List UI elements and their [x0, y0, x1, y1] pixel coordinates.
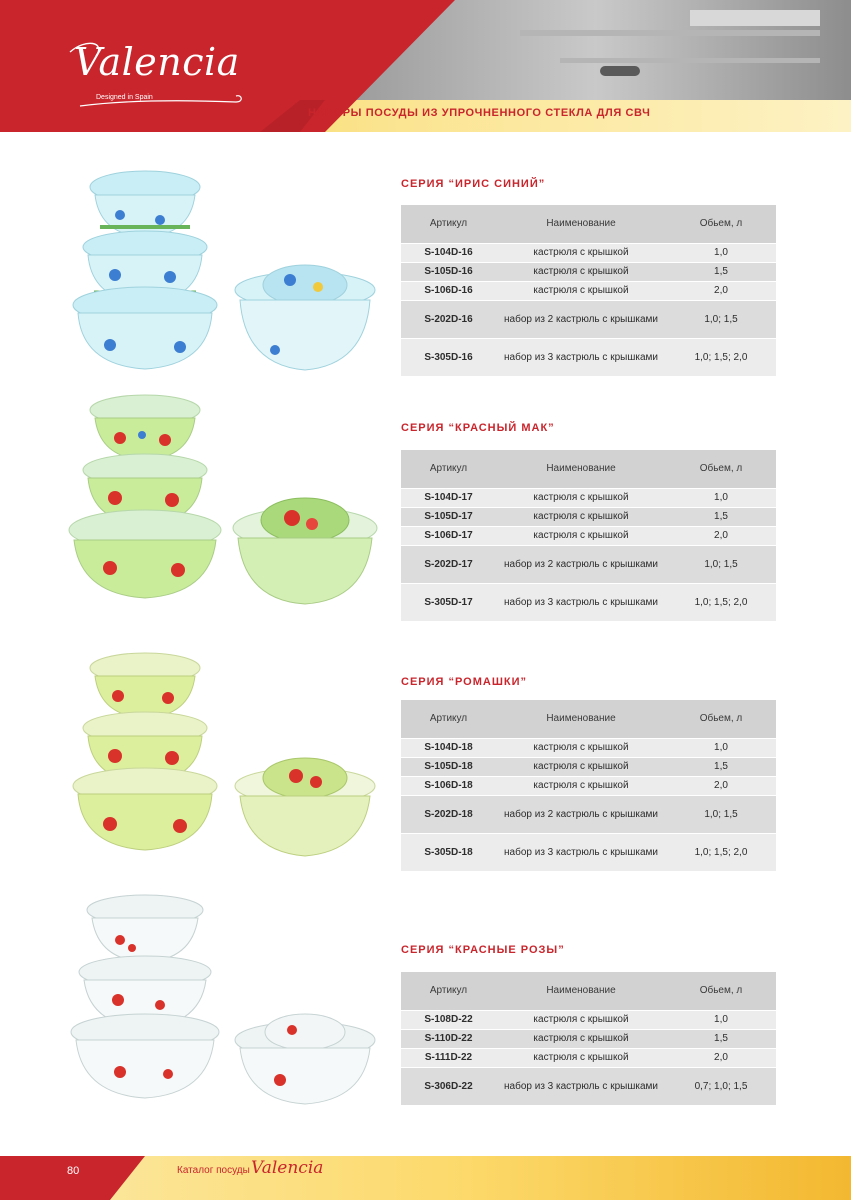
cell-code: S-305D-18: [401, 833, 496, 871]
cell-name: кастрюля с крышкой: [496, 281, 666, 300]
table-header-row: [401, 700, 776, 738]
cell-volume: 0,7; 1,0; 1,5: [666, 1067, 776, 1105]
table-row: [401, 1010, 776, 1029]
page-header: [0, 0, 851, 132]
cell-name: набор из 2 кастрюль с крышками: [496, 545, 666, 583]
cell-volume: 1,0; 1,5; 2,0: [666, 833, 776, 871]
cell-volume: 1,5: [666, 507, 776, 526]
column-header-volume: Обьем, л: [666, 205, 776, 243]
cell-code: S-104D-17: [401, 488, 496, 507]
cell-volume: 2,0: [666, 776, 776, 795]
cell-name: кастрюля с крышкой: [496, 1048, 666, 1067]
table-header-row: [401, 972, 776, 1010]
cell-volume: 1,0: [666, 738, 776, 757]
cell-code: S-108D-22: [401, 1010, 496, 1029]
cell-name: набор из 2 кастрюль с крышками: [496, 795, 666, 833]
cell-volume: 2,0: [666, 1048, 776, 1067]
page-title: НАБОРЫ ПОСУДЫ ИЗ УПРОЧНЕННОГО СТЕКЛА ДЛЯ СВЧ: [308, 107, 651, 119]
table-row: [401, 833, 776, 871]
table-row: [401, 243, 776, 262]
column-header-code: Артикул: [401, 700, 496, 738]
table-row: [401, 281, 776, 300]
table-row: [401, 757, 776, 776]
table-header-row: [401, 205, 776, 243]
glass-bowl-single: [235, 758, 375, 856]
product-photo-iris: [60, 165, 390, 395]
cell-volume: 1,0: [666, 488, 776, 507]
cell-name: кастрюля с крышкой: [496, 757, 666, 776]
cell-code: S-306D-22: [401, 1067, 496, 1105]
table-row: [401, 795, 776, 833]
cell-code: S-105D-16: [401, 262, 496, 281]
glass-bowl-single: [235, 1014, 375, 1104]
cell-code: S-111D-22: [401, 1048, 496, 1067]
cell-volume: 1,0; 1,5; 2,0: [666, 583, 776, 621]
table-row: [401, 526, 776, 545]
table-row: [401, 738, 776, 757]
valencia-logo: [66, 36, 256, 114]
cell-name: кастрюля с крышкой: [496, 262, 666, 281]
page-footer: [0, 1156, 851, 1200]
cell-volume: 1,0: [666, 243, 776, 262]
cell-volume: 1,0; 1,5: [666, 795, 776, 833]
cell-code: S-104D-18: [401, 738, 496, 757]
series-title: СЕРИЯ “ИРИС СИНИЙ”: [401, 178, 546, 190]
cell-name: кастрюля с крышкой: [496, 738, 666, 757]
product-photo-chamomile: [60, 646, 390, 876]
cell-code: S-202D-17: [401, 545, 496, 583]
glass-bowl-small: [90, 653, 200, 718]
glass-bowl-small: [87, 895, 203, 962]
table-row: [401, 338, 776, 376]
series-title: СЕРИЯ “КРАСНЫЕ РОЗЫ”: [401, 944, 565, 956]
cell-code: S-202D-18: [401, 795, 496, 833]
cell-code: S-110D-22: [401, 1029, 496, 1048]
cell-code: S-202D-16: [401, 300, 496, 338]
cell-name: набор из 3 кастрюль с крышками: [496, 833, 666, 871]
logo-tagline: Designed in Spain: [96, 94, 153, 101]
table-row: [401, 545, 776, 583]
table-row: [401, 300, 776, 338]
table-row: [401, 1067, 776, 1105]
cell-volume: 1,0: [666, 1010, 776, 1029]
table-row: [401, 262, 776, 281]
column-header-volume: Обьем, л: [666, 972, 776, 1010]
cell-code: S-106D-18: [401, 776, 496, 795]
spec-table: [401, 450, 776, 621]
cell-name: кастрюля с крышкой: [496, 1010, 666, 1029]
cell-name: кастрюля с крышкой: [496, 488, 666, 507]
glass-bowl-small: [90, 171, 200, 237]
spec-table: [401, 972, 776, 1105]
logo-wordmark: Valencia: [74, 40, 240, 84]
column-header-name: Наименование: [496, 700, 666, 738]
cell-volume: 1,5: [666, 262, 776, 281]
table-row: [401, 1029, 776, 1048]
table-row: [401, 488, 776, 507]
logo-swash-icon: [66, 36, 256, 114]
column-header-volume: Обьем, л: [666, 700, 776, 738]
cell-volume: 1,5: [666, 757, 776, 776]
column-header-code: Артикул: [401, 450, 496, 488]
cell-name: кастрюля с крышкой: [496, 243, 666, 262]
cell-name: кастрюля с крышкой: [496, 507, 666, 526]
glass-bowl-single: [233, 498, 377, 604]
spec-table: [401, 205, 776, 376]
table-row: [401, 583, 776, 621]
column-header-code: Артикул: [401, 972, 496, 1010]
glass-bowl-large: [73, 768, 217, 850]
glass-bowl-single: [235, 265, 375, 370]
column-header-volume: Обьем, л: [666, 450, 776, 488]
cell-code: S-105D-17: [401, 507, 496, 526]
column-header-name: Наименование: [496, 972, 666, 1010]
cell-name: кастрюля с крышкой: [496, 526, 666, 545]
cell-name: кастрюля с крышкой: [496, 776, 666, 795]
cell-name: набор из 3 кастрюль с крышками: [496, 338, 666, 376]
table-row: [401, 507, 776, 526]
column-header-name: Наименование: [496, 205, 666, 243]
cell-volume: 1,5: [666, 1029, 776, 1048]
footer-catalog-label: Каталог посуды: [177, 1165, 250, 1176]
product-photo-roses: [60, 890, 390, 1120]
column-header-code: Артикул: [401, 205, 496, 243]
glass-bowl-small: [90, 395, 200, 460]
product-photo-poppy: [60, 390, 390, 620]
cell-name: набор из 3 кастрюль с крышками: [496, 583, 666, 621]
cell-name: набор из 3 кастрюль с крышками: [496, 1067, 666, 1105]
cell-code: S-305D-17: [401, 583, 496, 621]
table-row: [401, 776, 776, 795]
cell-code: S-106D-16: [401, 281, 496, 300]
cell-name: набор из 2 кастрюль с крышками: [496, 300, 666, 338]
spec-table: [401, 700, 776, 871]
glass-bowl-large: [69, 510, 221, 598]
table-header-row: [401, 450, 776, 488]
page-number: 80: [67, 1165, 80, 1177]
cell-code: S-105D-18: [401, 757, 496, 776]
cell-volume: 2,0: [666, 526, 776, 545]
cell-volume: 1,0; 1,5: [666, 300, 776, 338]
series-title: СЕРИЯ “КРАСНЫЙ МАК”: [401, 422, 555, 434]
cell-volume: 1,0; 1,5; 2,0: [666, 338, 776, 376]
cell-code: S-106D-17: [401, 526, 496, 545]
cell-code: S-305D-16: [401, 338, 496, 376]
column-header-name: Наименование: [496, 450, 666, 488]
footer-logo: Valencia: [251, 1158, 324, 1178]
series-title: СЕРИЯ “РОМАШКИ”: [401, 676, 528, 688]
cell-name: кастрюля с крышкой: [496, 1029, 666, 1048]
glass-bowl-large: [71, 1014, 219, 1098]
footer-red-shape: [0, 1156, 851, 1200]
cell-volume: 2,0: [666, 281, 776, 300]
table-row: [401, 1048, 776, 1067]
cell-code: S-104D-16: [401, 243, 496, 262]
glass-bowl-large: [73, 287, 217, 369]
cell-volume: 1,0; 1,5: [666, 545, 776, 583]
